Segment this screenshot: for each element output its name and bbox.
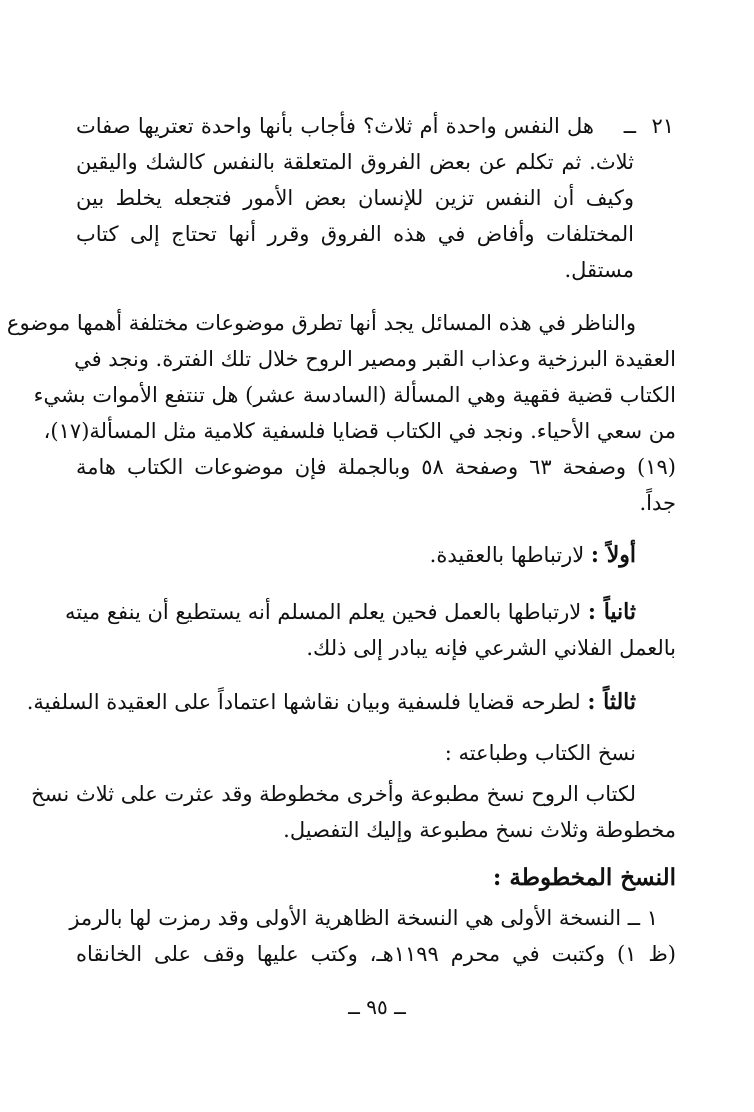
topics-line-3: الكتاب قضية فقهية وهي المسألة (السادسة عشر) هل تنتفع الأموات بشيء [33,383,676,407]
point-second-label: ثانياً : [587,599,636,625]
copies-line-2: مخطوطة وثلاث نسخ مطبوعة وإليك التفصيل. [283,818,676,842]
manuscripts-line-2: (ظ ١) وكتبت في محرم ١١٩٩هـ، وكتب عليها وقف على الخانقاه [76,942,676,966]
point-first-label: أولاً : [590,542,636,568]
item21-line-3: وكيف أن النفس تزين للإنسان بعض الأمور فتجعله يخلط بين [76,186,634,210]
point-second-text: لارتباطها بالعمل فحين يعلم المسلم أنه يستطيع أن ينفع ميته [64,600,588,624]
copies-line-1: لكتاب الروح نسخ مطبوعة وأخرى مخطوطة وقد عثرت على ثلاث نسخ [31,782,636,806]
manuscripts-line-1: ١ ــ النسخة الأولى هي النسخة الظاهرية الأولى وقد رمزت لها بالرمز [69,906,658,930]
point-second [64,594,636,630]
point-third [26,684,636,720]
item21-line-5: مستقل. [564,258,634,282]
manuscripts-heading: النسخ المخطوطة : [492,864,676,891]
topics-line-2: العقيدة البرزخية وعذاب القبر ومصير الروح خلال تلك الفترة. ونجد في [74,347,676,371]
topics-line-4: من سعي الأحياء. ونجد في الكتاب قضايا فلسفية كلامية مثل المسألة(١٧)، [43,419,676,443]
item-number: ٢١ [651,114,674,138]
topics-line-1: والناظر في هذه المسائل يجد أنها تطرق موضوعات مختلفة أهمها موضوع [6,311,636,335]
page-number: ــ ٩٥ ــ [348,995,406,1019]
item21-line-1: هل النفس واحدة أم ثلاث؟ فأجاب بأنها واحدة تعتريها صفات [76,114,594,138]
item21-line-4: المختلفات وأفاض في هذه الفروق وقرر أنها تحتاج إلى كتاب [76,222,634,246]
point-second-cont: بالعمل الفلاني الشرعي فإنه يبادر إلى ذلك. [306,636,676,660]
point-first-text: لارتباطها بالعقيدة. [429,543,591,567]
item-dash: ــ [623,114,636,138]
point-third-text: لطرحه قضايا فلسفية وبيان نقاشها اعتماداً على العقيدة السلفية. [26,690,588,714]
point-third-label: ثالثاً : [587,689,636,715]
copies-heading: نسخ الكتاب وطباعته : [444,741,636,765]
item21-line-2: ثلاث. ثم تكلم عن بعض الفروق المتعلقة بالنفس كالشك واليقين [76,150,634,174]
topics-line-6: جداً. [639,491,676,515]
point-first [76,537,636,573]
topics-line-5: (١٩) وصفحة ٦٣ وصفحة ٥٨ وبالجملة فإن موضوعات الكتاب هامة [76,455,676,479]
